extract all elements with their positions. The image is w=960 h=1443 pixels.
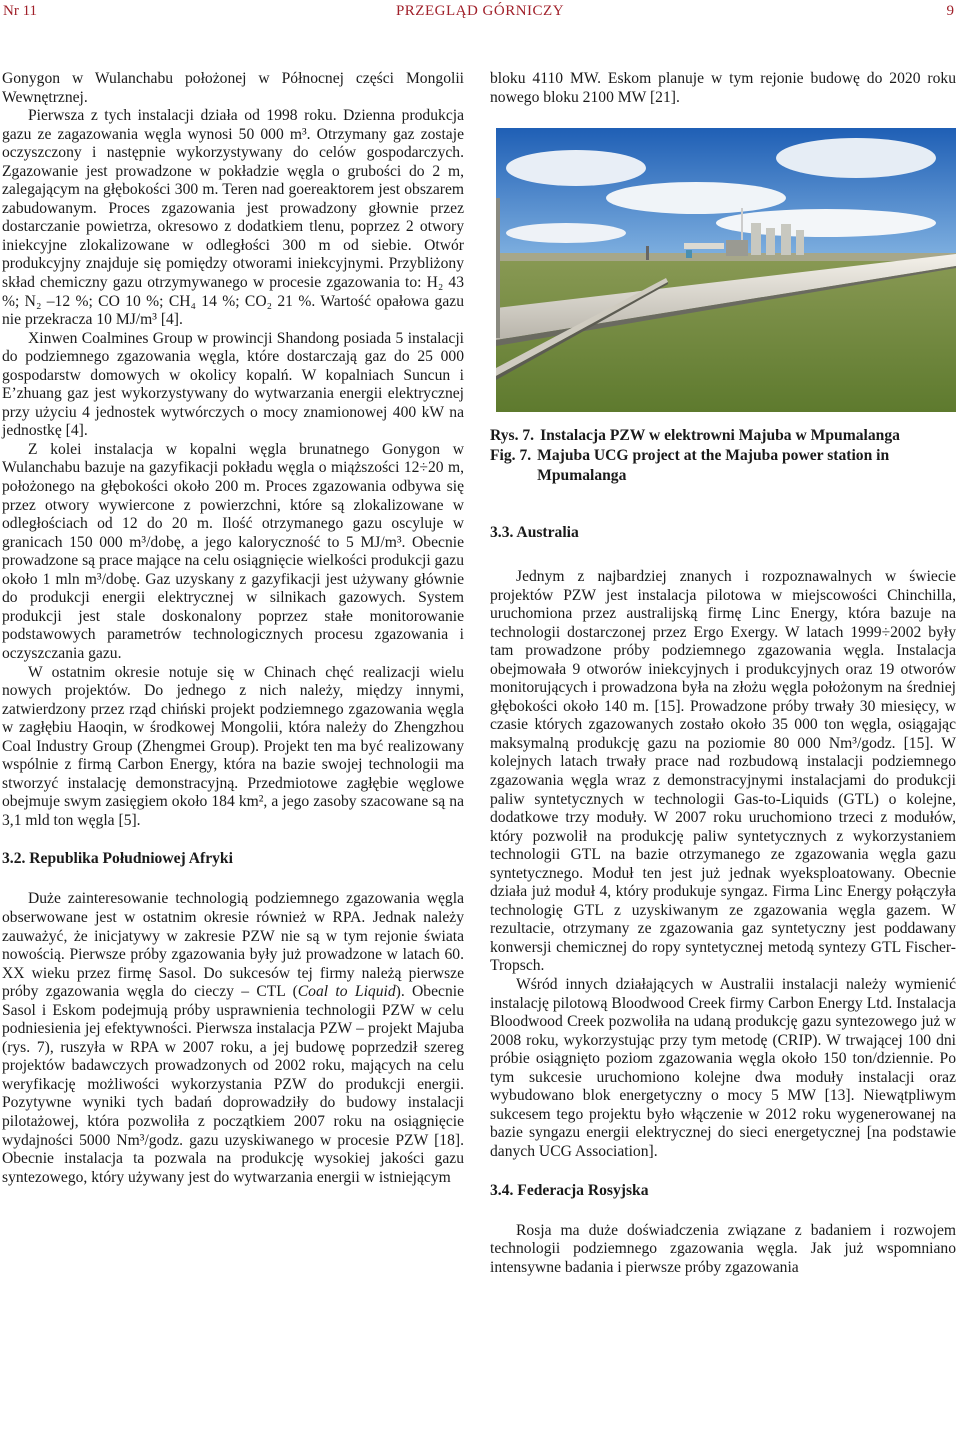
paragraph: Jednym z najbardziej znanych i rozpoznawalnych w świecie projektów PZW jest instalacja pilotowa w miejscowości Chinchilla, uruchomiona przez australijską firmę Linc Energy, która bazuje na technologii dostarczonej przez Ergo Exergy. W latach 1999÷2002 były tam prowadzone próby podziemnego zgazowania węgla. Instalacja obejmowała 9 otworów iniekcyjnych i produkcyjnych oraz 19 otworów monitorujących i prowadzona była na złożu węgla położonym na średniej głębokości około 140 m. [15]. Prowadzone próby trwały 30 miesięcy, w czasie których zgazowanych zostało około 35 000 ton węgla, osiągając maksymalną produkcję gazu na poziomie 80 000 Nm³/godz. [15]. W kolejnych latach trwały prace nad rozbudową instalacji podziemnego zgazowania węgla wraz z demonstracyjnymi instalacjami do produkcji paliw syntetycznych w technologii Gas-to-Liquids (GTL) o kolejne, dodatkowe trzy moduły. W 2007 roku uruchomiono trzeci z modułów, który pozwolił na produkcję paliw syntetycznych z wykorzystaniem technologii GTL na bazie otrzymanego ze zgazowania węgla gazu syntetycznego. Moduł ten jest już jednak wyeksploatowany. Obecnie działa już moduł 4, który produkuje syngaz. Firma Linc Energy połączyła technologię GTL z uzyskiwanym ze zgazowania węgla gazem. W rezultacie, otrzymany ze zgazowania gaz syntetyczny jest poddawany konwersji chemicznej do ropy syntetycznej metodą syntezy GTL Fischer-Tropsch. [490, 568, 956, 975]
paragraph: bloku 4110 MW. Eskom planuje w tym rejonie budowę do 2020 roku nowego bloku 2100 MW [21]. [490, 70, 956, 106]
issue-number: Nr 11 [3, 3, 38, 19]
right-column-bottom [490, 524, 956, 1277]
left-column [2, 70, 464, 1187]
figure-label: Rys. 7. [490, 427, 535, 444]
figure-caption [490, 426, 956, 486]
paragraph: Xinwen Coalmines Group w prowincji Shandong posiada 5 instalacji do podziemnego zgazowania węgla, które dostarczają gaz do 25 000 gospodarstw domowych w okolicy kopalń. W kopalniach Suncun i E’zhuang gaz jest wykorzystywany do wytwarzania energii elektrycznej przy użyciu 4 jednostek wytwórczych o mocy znamionowej 400 kW na jednostkę [4]. [2, 329, 464, 440]
paragraph: Duże zainteresowanie technologią podziemnego zgazowania węgla obserwowane jest w ostatnim okresie również w RPA. Jednak należy zauważyć, że inicjatywy w zakresie PZW nie są w tym rejonie świata nowością. Pierwsze próby zgazowania były już prowadzone w latach 60. XX wieku przez firmę Sasol. Do sukcesów tej firmy należą pierwsze próby zgazowania węgla do cieczy – CTL (Coal to Liquid). Obecnie Sasol i Eskom podejmują próby usprawnienia technologii PZW w celu podniesienia jej efektywności. Pierwsza instalacja PZW – projekt Majuba (rys. 7), ruszyła w RPA w 2007 roku, a jej budowę poprzedził szereg projektów badawczych prowadzonych od 2002 roku, mających na celu weryfikację możliwości wykorzystania PZW do produkcji energii. Pozytywne wyniki tych badań doprowadziły do budowy instalacji pilotażowej, która pozwoliła z początkiem 2007 roku na osiągnięcie wydajności 5000 Nm³/godz. gazu uzyskiwanego w procesie PZW [18]. Obecnie instalacja ta pozwala na produkcję wysokiej jakości gazu syntezowego, który używany jest do wytwarzania energii w istniejącym [2, 890, 464, 1186]
paragraph: Z kolei instalacja w kopalni węgla brunatnego Gonygon w Wulanchabu bazuje na gazyfikacji pokładu węgla o miąższości 12÷20 m, położonego na głębokości około 200 m. Proces zgazowania odbywa się przez otwory wywiercone z powierzchni, które są zlokalizowane w odległościach od 12 do 20 m. Ilość otrzymanego gazu oscyluje w granicach 150 000 m³/dobę, a jego kaloryczność to 5 MJ/m³. Obecnie prowadzone są prace mające na celu osiągnięcie wielkości produkcji gazu około 1 mln m³/dobę. Gaz uzyskany z gazyfikacji jest używany głównie do produkcji energii elektrycznej w silnikach gazowych. System produkcji jest stale doskonalony poprzez stałe monitorowanie podstawowych parametrów technologicznych procesu zgazowania i oczyszczania gazu. [2, 440, 464, 662]
paragraph: Gonygon w Wulanchabu położonej w Północnej części Mongolii Wewnętrznej. [2, 70, 464, 106]
journal-title: PRZEGLĄD GÓRNICZY [395, 3, 565, 19]
paragraph: Pierwsza z tych instalacji działa od 1998 roku. Dzienna produkcja gazu ze zagazowania węgla wynosi 50 000 m³. Otrzymany gaz zostaje oczyszczony i następnie wykorzystywany do celów gospodarczych. Zgazowanie jest prowadzone w pokładzie węgla o grubości do 2 m, zalegającym na głębokości 300 m. Teren nad goereaktorem jest obszarem zabudowanym. Proces zgazowania jest prowadzony głownie przez dostarczanie powietrza, okresowo z dodatkiem tlenu, poprzez 2 otwory iniekcyjne zlokalizowane w odległości 300 m od siebie. Otwór produkcyjny znajduje się pomiędzy otworami iniekcyjnymi. Przybliżony skład chemiczny gazu otrzymywanego w procesie zgazowania to: H₂ 43 %; N₂ –12 %; CO 10 %; CH₄ 14 %; CO₂ 21 %. Wartość opałowa gazu nie przekracza 10 MJ/m³ [4]. [2, 107, 464, 329]
section-heading-3-2: 3.2. Republika Południowej Afryki [2, 850, 233, 868]
page-number: 9 [946, 3, 954, 19]
section-heading-3-3: 3.3. Australia [490, 524, 579, 541]
paragraph: Wśród innych działających w Australii instalacji należy wymienić instalację pilotową Bloodwood Creek firmy Carbon Energy Ltd. Instalacja Bloodwood Creek pozwoliła na udaną produkcję gazu syntezowego już w 2008 roku, wykorzystując przy tym metodę (CRIP). W trwającej 100 dni próbie osiągnięto poziom zgazowania węgla około 150 ton/dziennie. Po tym sukcesie uruchomiono kolejne dwa moduły instalacji oraz wybudowano blok energetyczny o mocy 5 MW [13]. Niewątpliwym sukcesem tego projektu było włączenie w 2012 roku wygenerowanej na bazie syngazu energii elektrycznej do sieci energetycznej [na podstawie danych UCG Association]. [490, 976, 956, 1160]
caption-polish: Rys. 7. Instalacja PZW w elektrowni Majuba w Mpumalanga [490, 427, 900, 444]
caption-english: Fig. 7. Majuba UCG project at the Majuba power station in Mpumalanga [490, 447, 890, 484]
section-heading-3-4: 3.4. Federacja Rosyjska [490, 1181, 649, 1199]
right-column-top [490, 70, 956, 107]
page-header [0, 0, 960, 26]
figure-majuba-photo [496, 128, 956, 412]
figure-label: Fig. 7. [490, 447, 532, 464]
gas-composition: H₂ 43 %; N₂ –12 %; CO 10 %; CH₄ 14 %; CO₂ 21 %. [2, 274, 464, 310]
paragraph: W ostatnim okresie notuje się w Chinach chęć realizacji wielu nowych projektów. Do jednego z nich należy, między innymi, zatwierdzony przez rząd chiński projekt podziemnego zgazowania węgla w zagłębiu Haoqin, w środkowej Mongolii, która należy do Zhengzhou Coal Industry Group (Zhengmei Group). Projekt ten ma być realizowany wspólnie z firmą Carbon Energy, która na bazie swojej technologii ma stworzyć instalację demonstracyjną. Przedmiotowe zagłębie węglowe obejmuje swym zasięgiem około 184 km², a jego zasoby szacowane są na 3,1 mld ton węgla [5]. [2, 663, 464, 829]
pipeline-photo [496, 128, 956, 412]
paragraph: Rosja ma duże doświadczenia związane z badaniem i rozwojem technologii podziemnego zgazowania węgla. Jak już wspomniano intensywne badania i pierwsze próby zgazowania [490, 1221, 956, 1276]
